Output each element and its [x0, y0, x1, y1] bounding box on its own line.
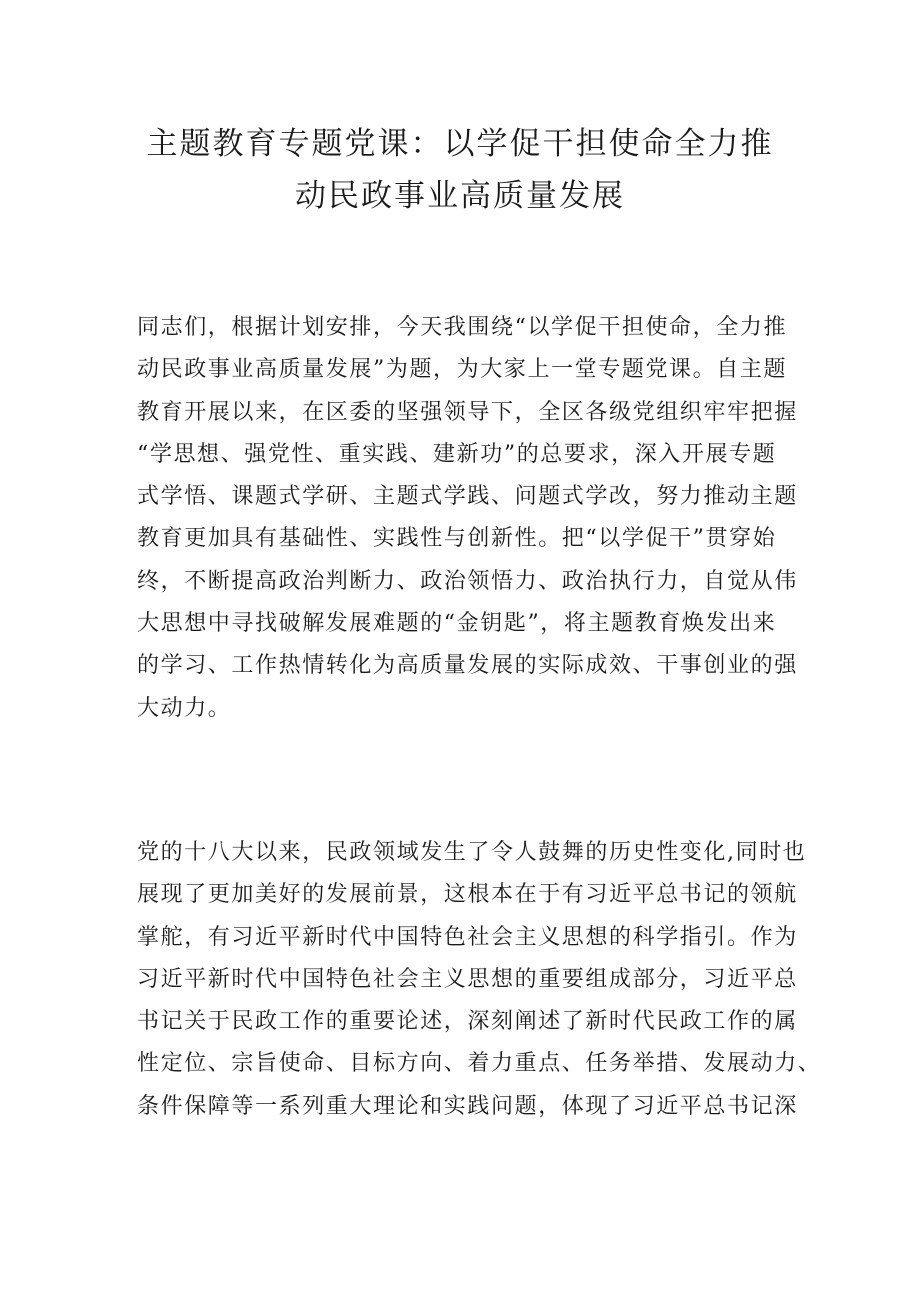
text-line: 的学习、工作热情转化为高质量发展的实际成效、干事创业的强 [137, 653, 798, 679]
text-line: 教育开展以来，在区委的坚强领导下，全区各级党组织牢牢把握 [137, 399, 798, 425]
text-line: 大动力。 [137, 695, 232, 721]
text-line: 条件保障等一系列重大理论和实践问题，体现了习近平总书记深 [137, 1093, 798, 1119]
text-line: 同志们，根据计划安排，今天我围绕“以学促干担使命，全力推 [137, 315, 788, 340]
text-line: 大思想中寻找破解发展难题的“金钥匙”，将主题教育焕发出来 [137, 611, 777, 637]
text-line: 书记关于民政工作的重要论述，深刻阐述了新时代民政工作的属 [137, 1009, 798, 1035]
text-line: 展现了更加美好的发展前景，这根本在于有习近平总书记的领航 [137, 882, 798, 908]
text-line: 习近平新时代中国特色社会主义思想的重要组成部分，习近平总 [137, 966, 798, 992]
body-paragraph [137, 832, 822, 1128]
text-line: 动民政事业高质量发展”为题，为大家上一堂专题党课。自主题 [137, 357, 788, 383]
body-paragraph [137, 307, 809, 730]
text-line: 党的十八大以来，民政领域发生了令人鼓舞的历史性变化,同时也 [137, 840, 807, 865]
title-line: 主题教育专题党课：以学促干担使命全力推 [146, 126, 774, 162]
text-line: 终，不断提高政治判断力、政治领悟力、政治执行力，自觉从伟 [137, 568, 798, 594]
document-title [120, 118, 800, 222]
text-line: 掌舵，有习近平新时代中国特色社会主义思想的科学指引。作为 [137, 924, 798, 950]
text-line: 性定位、宗旨使命、目标方向、着力重点、任务举措、发展动力、 [137, 1051, 822, 1077]
text-line: 教育更加具有基础性、实践性与创新性。把“以学促干”贯穿始 [137, 526, 777, 552]
text-line: 式学悟、课题式学研、主题式学践、问题式学改，努力推动主题 [137, 484, 798, 510]
text-line: “学思想、强党性、重实践、建新功”的总要求，深入开展专题 [137, 441, 777, 467]
title-line: 动民政事业高质量发展 [295, 178, 625, 214]
